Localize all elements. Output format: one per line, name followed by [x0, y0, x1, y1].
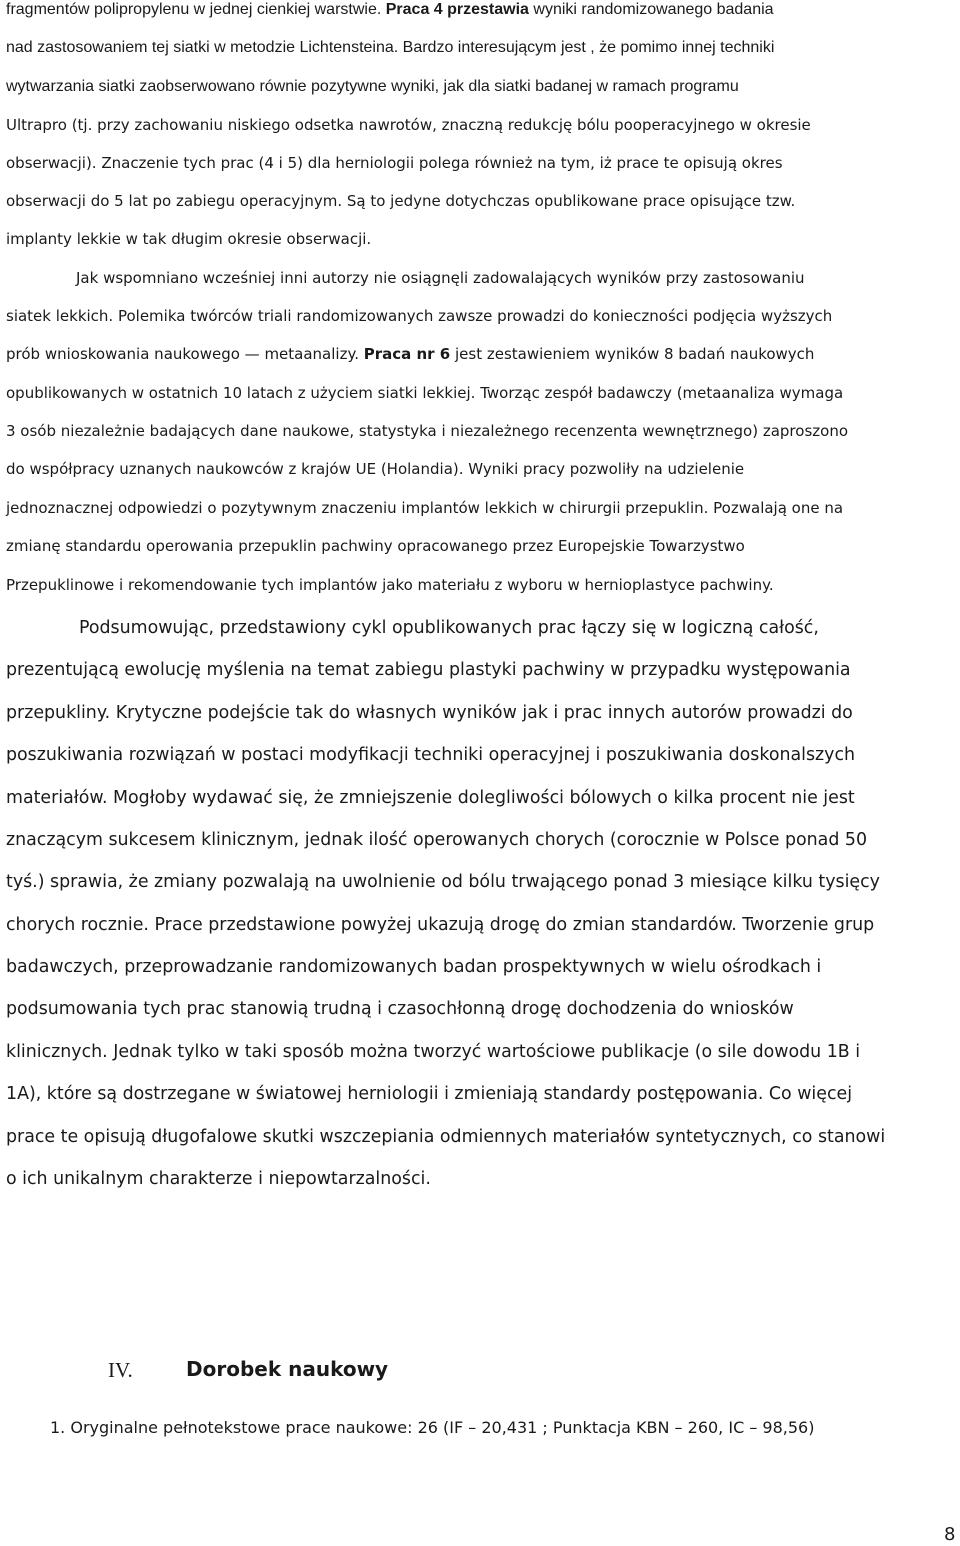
para2-line-5: 3 osób niezależnie badających dane naukowe, statystyka i niezależnego recenzenta wewnętrznego) zaproszono [6, 422, 848, 440]
para2-line-3 [6, 344, 814, 364]
para1-line-1 [6, 0, 774, 20]
para2-line-6: do współpracy uznanych naukowców z krajów UE (Holandia). Wyniki pracy pozwoliły na udzielenie [6, 460, 745, 478]
section-number: IV. [108, 1358, 133, 1382]
para1-line-3: wytwarzania siatki zaobserwowano równie pozytywne wyniki, jak dla siatki badanej w ramach programu [6, 78, 739, 95]
para1-line-2: nad zastosowaniem tej siatki w metodzie Lichtensteina. Bardzo interesującym jest , że pomimo innej techniki [6, 39, 775, 56]
para2-line-4: opublikowanych w ostatnich 10 latach z użyciem siatki lekkiej. Tworząc zespół badawczy (metaanaliza wymaga [6, 384, 844, 402]
para3-line-11: klinicznych. Jednak tylko w taki sposób można tworzyć wartościowe publikacje (o sile dowodu 1B i [6, 1042, 861, 1062]
para2-line-9: Przepuklinowe i rekomendowanie tych implantów jako materiału z wyboru w hernioplastyce pachwiny. [6, 576, 774, 594]
para1-line-5: obserwacji). Znaczenie tych prac (4 i 5) dla herniologii polega również na tym, iż prace te opisują okres [6, 154, 783, 172]
para3-line-14: o ich unikalnym charakterze i niepowtarzalności. [6, 1169, 431, 1189]
para1-line-1-text: fragmentów polipropylenu w jednej cienkiej warstwie. [6, 1, 386, 18]
para2-line-2: siatek lekkich. Polemika twórców triali randomizowanych zawsze prowadzi do konieczności podjęcia wyższych [6, 307, 833, 325]
para3-line-8: chorych rocznie. Prace przedstawione powyżej ukazują drogę do zmian standardów. Tworzenie grup [6, 915, 875, 935]
para3-line-13: prace te opisują długofalowe skutki wszczepiania odmiennych materiałów syntetycznych, co stanowi [6, 1127, 886, 1147]
para3-line-7: tyś.) sprawia, że zmiany pozwalają na uwolnienie od bólu trwającego ponad 3 miesiące kilku tysięcy [6, 872, 880, 892]
para3-line-1: Podsumowując, przedstawiony cykl opublikowanych prac łączy się w logiczną całość, [79, 618, 819, 638]
para3-line-9: badawczych, przeprowadzanie randomizowanych badan prospektywnych w wielu ośrodkach i [6, 957, 822, 977]
para3-line-2: prezentującą ewolucję myślenia na temat zabiegu plastyki pachwiny w przypadku występowania [6, 660, 851, 680]
list-item-publications: 1. Oryginalne pełnotekstowe prace naukowe: 26 (IF – 20,431 ; Punktacja KBN – 260, IC – 98,56) [50, 1418, 815, 1437]
para1-line-6: obserwacji do 5 lat po zabiegu operacyjnym. Są to jedyne dotychczas opublikowane prace opisujące tzw. [6, 192, 796, 210]
para2-line-3-text-end: jest zestawieniem wyników 8 badań naukowych [450, 345, 815, 363]
paper-ref-bold: Praca nr 6 [363, 345, 451, 363]
para1-line-7: implanty lekkie w tak długim okresie obserwacji. [6, 230, 372, 248]
section-title: Dorobek naukowy [186, 1357, 389, 1381]
para2-line-3-text: prób wnioskowania naukowego — metaanalizy. [6, 345, 364, 363]
para2-line-1: Jak wspomniano wcześniej inni autorzy nie osiągnęli zadowalających wyników przy zastosowaniu [76, 269, 805, 287]
para3-line-12: 1A), które są dostrzegane w światowej herniologii i zmieniają standardy postępowania. Co więcej [6, 1084, 853, 1104]
para3-line-10: podsumowania tych prac stanowią trudną i czasochłonną drogę dochodzenia do wniosków [6, 999, 794, 1019]
paper-ref-bold: Praca 4 przestawia [385, 1, 529, 18]
para3-line-6: znaczącym sukcesem klinicznym, jednak ilość operowanych chorych (corocznie w Polsce ponad 50 [6, 830, 868, 850]
para3-line-5: materiałów. Mogłoby wydawać się, że zmniejszenie dolegliwości bólowych o kilka procent nie jest [6, 788, 855, 808]
page-number: 8 [944, 1524, 956, 1545]
para2-line-7: jednoznacznej odpowiedzi o pozytywnym znaczeniu implantów lekkich w chirurgii przepuklin. Pozwalają one na [6, 499, 844, 517]
para3-line-4: poszukiwania rozwiązań w postaci modyfikacji techniki operacyjnej i poszukiwania doskonalszych [6, 745, 856, 765]
para3-line-3: przepukliny. Krytyczne podejście tak do własnych wyników jak i prac innych autorów prowadzi do [6, 703, 853, 723]
para1-line-1-text-end: wyniki randomizowanego badania [528, 1, 774, 18]
para1-line-4: Ultrapro (tj. przy zachowaniu niskiego odsetka nawrotów, znaczną redukcję bólu pooperacyjnego w okresie [6, 116, 811, 134]
para2-line-8: zmianę standardu operowania przepuklin pachwiny opracowanego przez Europejskie Towarzystwo [6, 537, 745, 555]
